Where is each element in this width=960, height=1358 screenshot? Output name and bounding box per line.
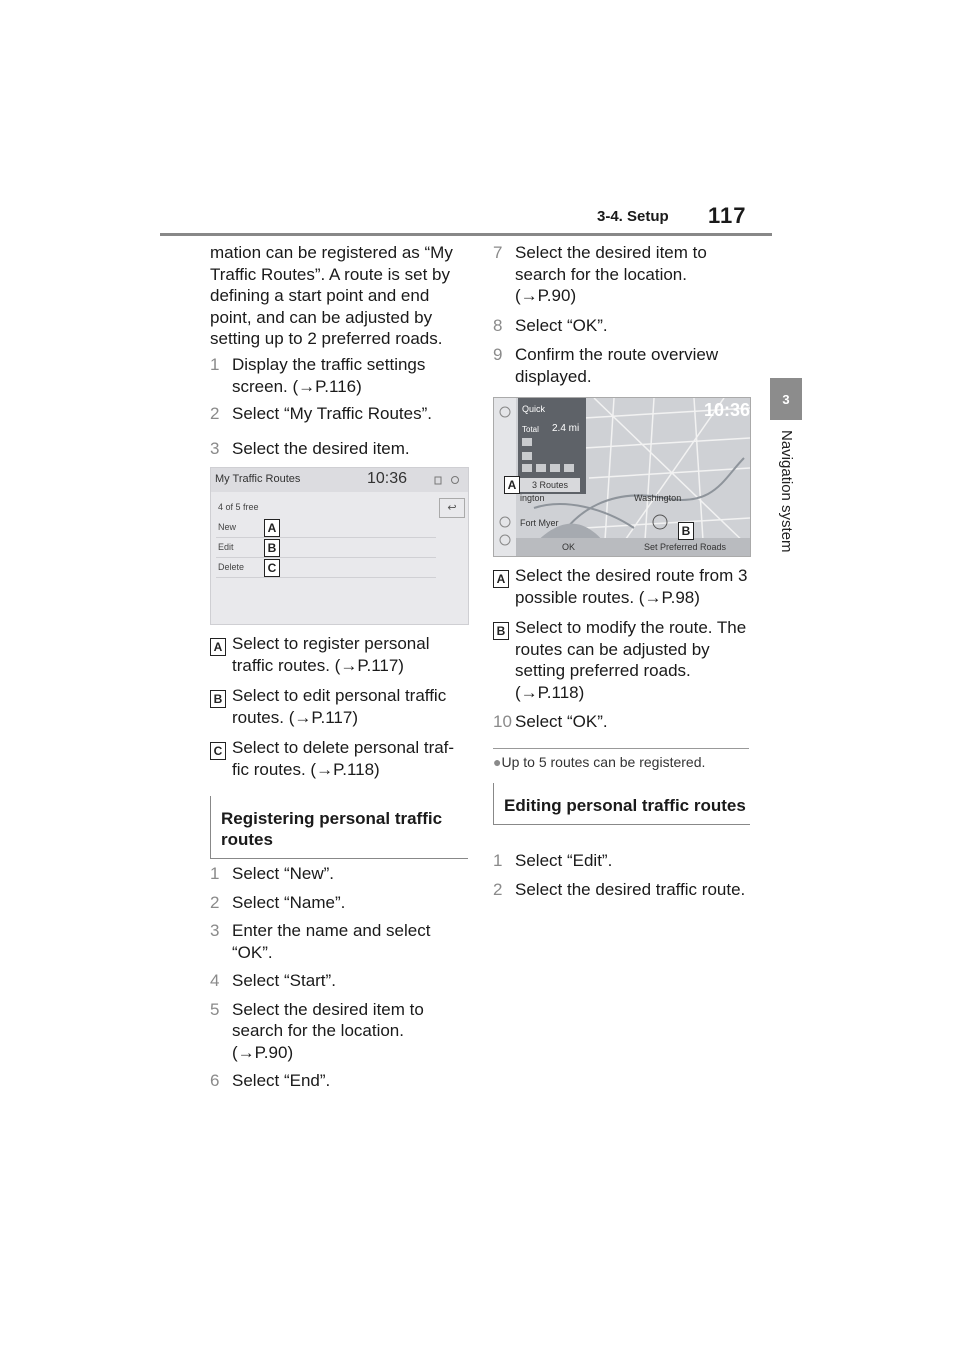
screen-title: My Traffic Routes (215, 473, 301, 485)
step-10: 10 Select “OK”. (493, 712, 608, 731)
chapter-title: Navigation system (778, 430, 795, 553)
set-preferred-roads-button[interactable]: Set Preferred Roads (644, 542, 727, 552)
intro-paragraph: mation can be registered as “My Traffic Routes”. A route is set by defining a start point and end point, and can be adjusted by setting up to 2 preferred roads. (210, 243, 453, 348)
step-2: 2 Select “My Traffic Routes”. (210, 404, 432, 423)
map-label: Washington (634, 493, 682, 503)
callout-badge: A (504, 476, 520, 494)
note-c: C Select to delete personal traf-fic routes. (→P.118) (210, 737, 466, 780)
steps-list-1 (210, 354, 466, 459)
routes-free-count: 4 of 5 free (218, 502, 259, 512)
step-2: 2 Select “Name”. (210, 892, 346, 912)
step-7: 7 Select the desired item to search for the location. (→P.90) (493, 243, 707, 305)
callout-badge: B (678, 522, 694, 540)
tip-rule (493, 748, 749, 749)
section-heading-edit: Editing personal traffic routes (493, 783, 750, 825)
callout-badge: B (493, 622, 509, 640)
screen-clock: 10:36 (367, 470, 408, 487)
step-6: 6 Select “End”. (210, 1071, 331, 1090)
menu-row-edit[interactable]: Edit B (216, 538, 436, 558)
route-mode-label: Quick (522, 404, 546, 414)
map-label: Fort Myer (520, 518, 559, 528)
steps-list-2 (210, 863, 466, 1092)
bullet-icon: ● (493, 754, 502, 770)
step-2: 2 Select the desired traffic route. (493, 879, 746, 899)
note-a: A Select the desired route from 3 possible routes. (→P.98) (493, 565, 749, 608)
back-button[interactable] (439, 498, 465, 518)
screen-clock: 10:36 (704, 400, 751, 420)
chapter-tab[interactable] (770, 378, 802, 420)
tip-note: ●Up to 5 routes can be registered. (493, 754, 706, 770)
map-label: ington (520, 493, 545, 503)
step-3: 3 Select the desired item. (210, 438, 410, 458)
my-traffic-routes-screen (210, 467, 469, 625)
callout-badge: C (210, 742, 226, 760)
callout-notes-right (493, 565, 749, 733)
route-overview-screen (493, 397, 751, 557)
step-1: 1 Select “Edit”. (493, 851, 613, 870)
back-icon: ↩ (447, 502, 457, 514)
callout-badge: B (210, 690, 226, 708)
step-1: 1 Select “New”. (210, 864, 335, 883)
steps-list-3 (493, 242, 749, 387)
callout-badge: B (264, 539, 280, 557)
step-5: 5 Select the desired item to search for the location. (→P.90) (210, 999, 424, 1062)
total-label: Total (522, 425, 539, 434)
callout-badge: C (264, 559, 280, 577)
callout-badge: A (264, 519, 280, 537)
status-icons (433, 474, 463, 486)
route-type-icons (520, 436, 582, 476)
step-9: 9 Confirm the route overview displayed. (493, 345, 719, 386)
total-distance: 2.4 mi (552, 423, 580, 434)
note-b: B Select to edit personal traffic routes. (→P.117) (210, 685, 466, 728)
menu-row-delete[interactable]: Delete C (216, 558, 436, 578)
ok-button[interactable]: OK (562, 542, 576, 552)
step-1: 1 Display the traffic settings screen. (→P.116) (210, 355, 426, 396)
step-4: 4 Select “Start”. (210, 971, 336, 990)
callout-badge: A (493, 570, 509, 588)
callout-badge: A (210, 638, 226, 656)
page-number: 117 (708, 203, 747, 228)
steps-list-4 (493, 850, 749, 900)
callout-notes-left (210, 633, 466, 780)
section-heading-register: Registering personal traffic routes (210, 796, 468, 859)
note-a: A Select to register personal traffic routes. (→P.117) (210, 633, 466, 676)
header-rule (160, 233, 772, 236)
note-b: B Select to modify the route. The routes can be adjusted by setting preferred roads. (→P.118) (493, 617, 749, 703)
chapter-number: 3 (782, 391, 790, 407)
section-title: 3-4. Setup (597, 208, 669, 225)
step-3: 3 Enter the name and select “OK”. (210, 921, 431, 962)
menu-row-new[interactable]: New A (216, 518, 436, 538)
step-8: 8 Select “OK”. (493, 315, 608, 335)
routes-button[interactable]: 3 Routes (520, 478, 580, 492)
